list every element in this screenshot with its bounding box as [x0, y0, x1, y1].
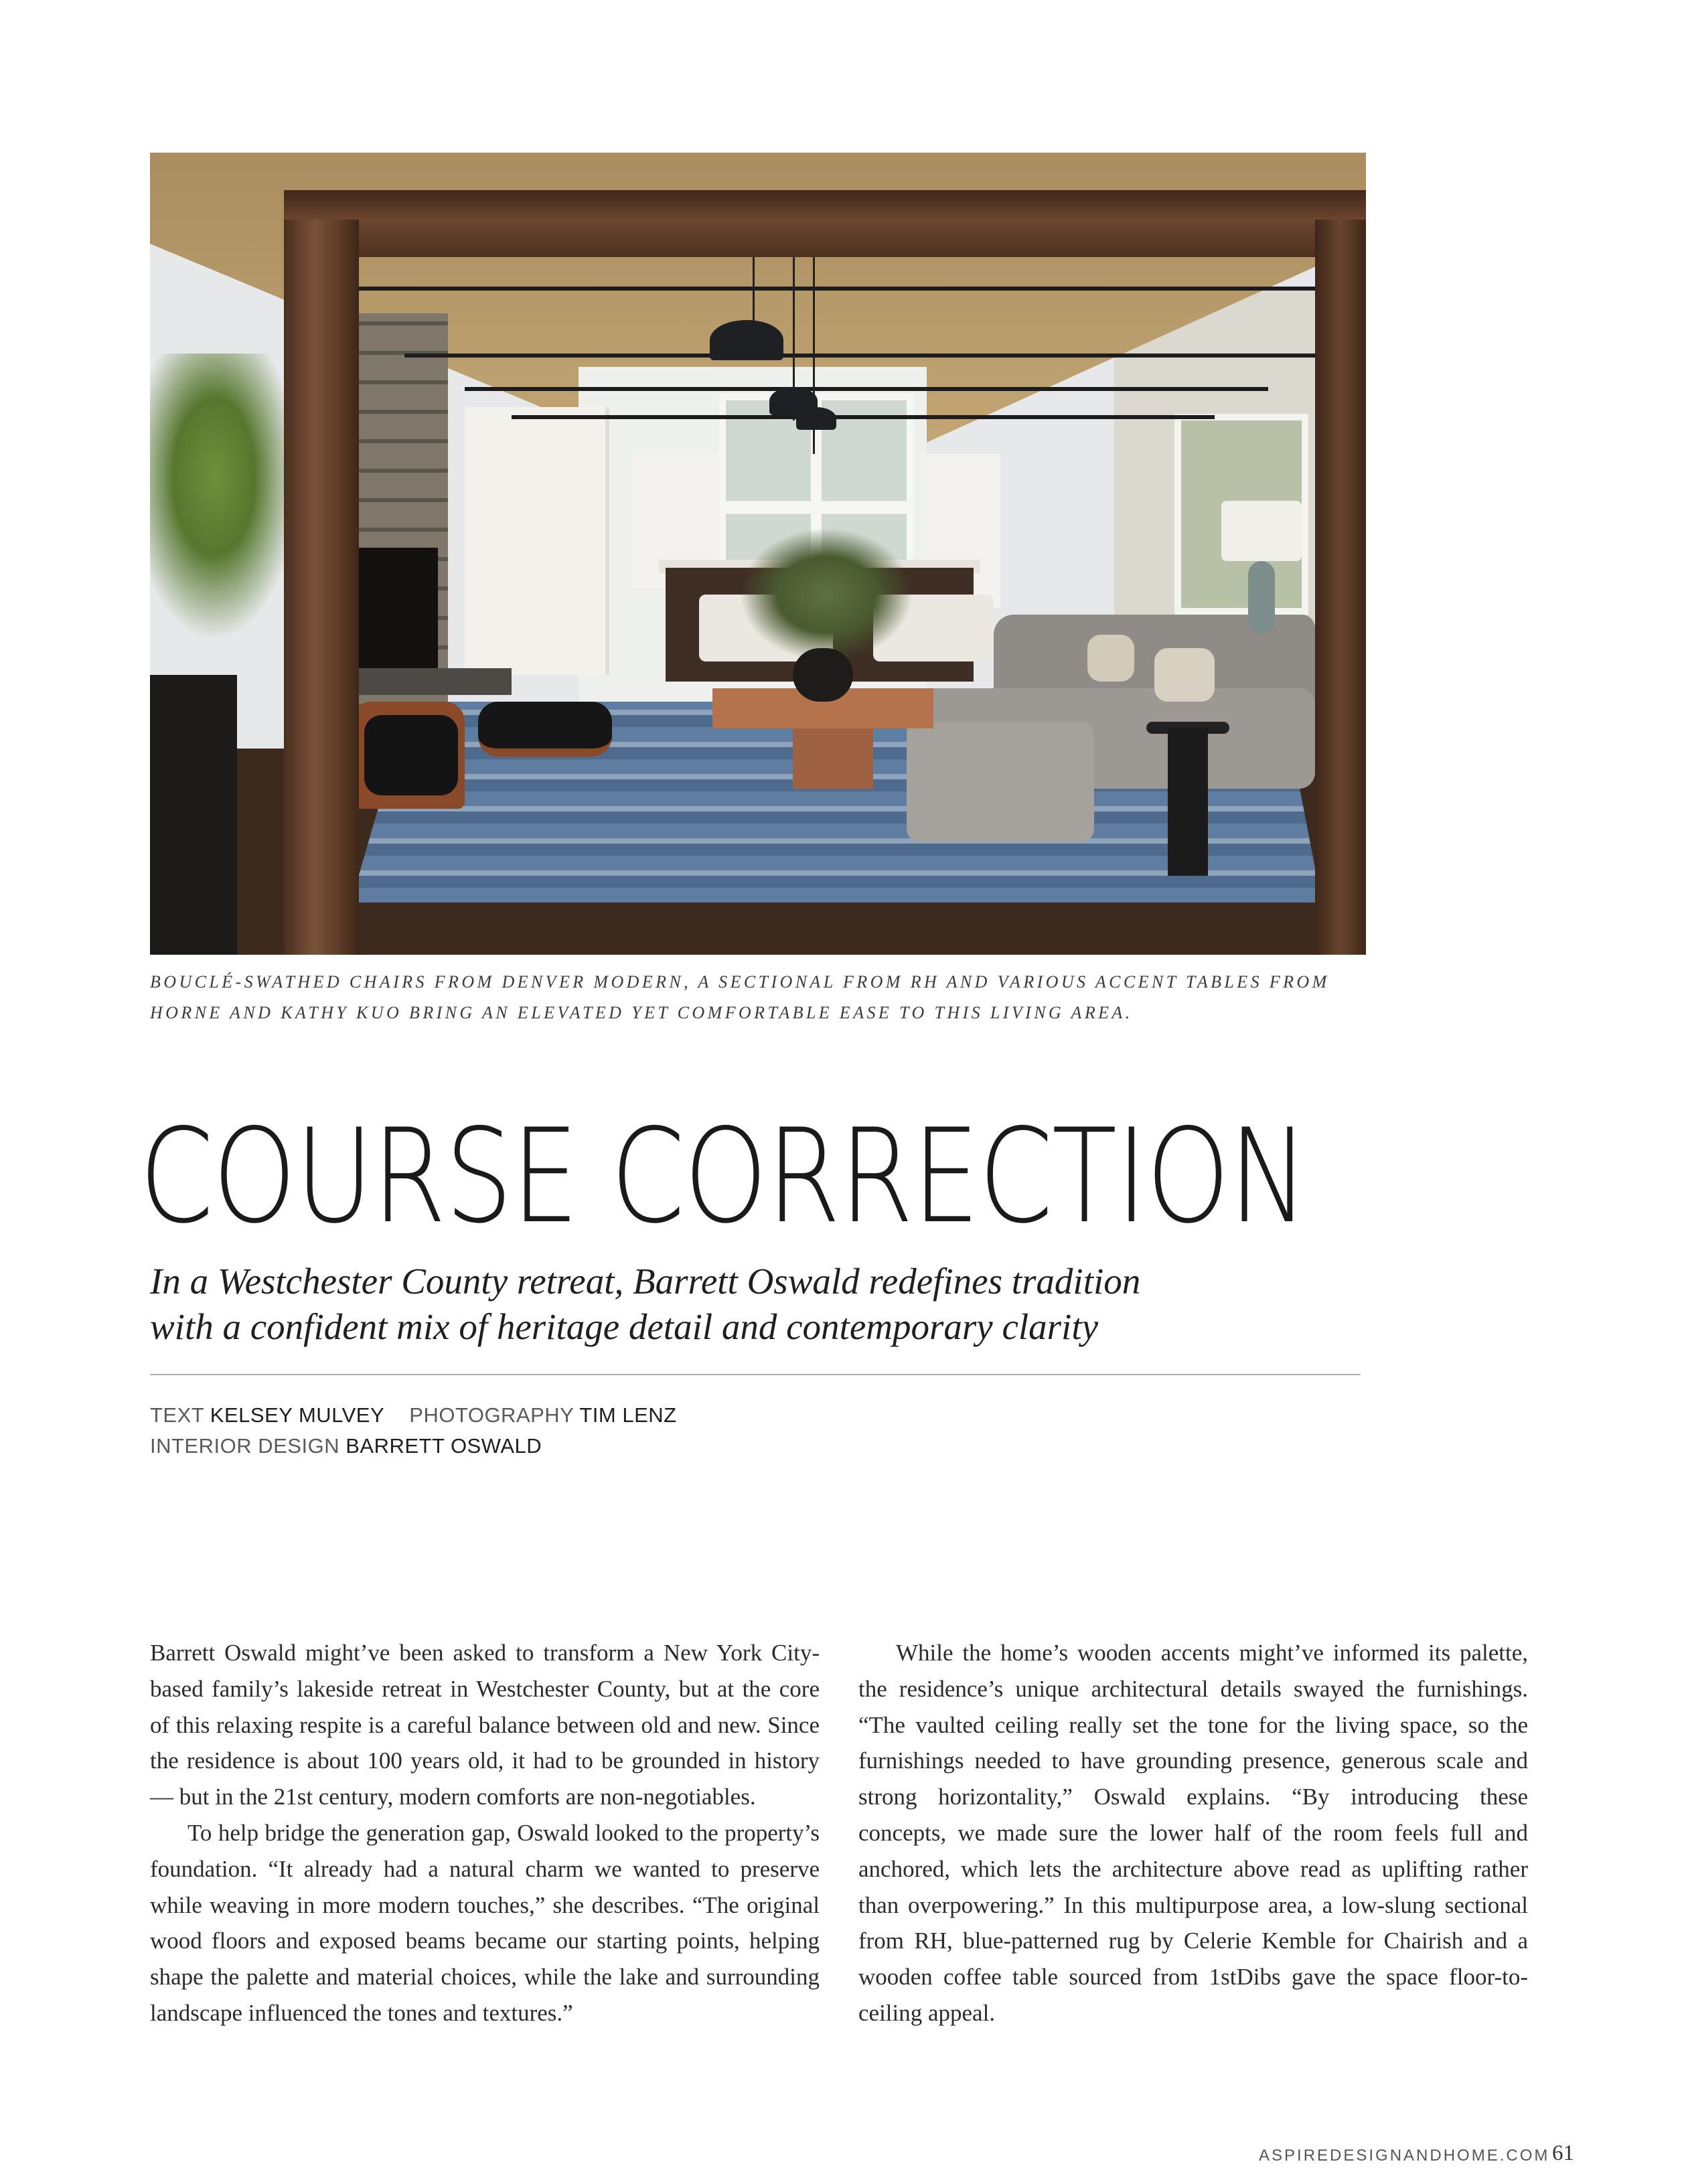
body-paragraph: To help bridge the generation gap, Oswald looked to the property’s foundation. “It already had a natural charm we wanted to preserve while weaving in more modern touches,” she describes. “The original wood floors and exposed beams became our starting points, helping shape the palette and material choices, while the lake and surrounding landscape influenced the tones and textures.” — [150, 1819, 820, 2026]
article-headline — [139, 1101, 1380, 1252]
text-credit-name: KELSEY MULVEY — [210, 1403, 385, 1427]
body-column-left — [150, 1635, 820, 2031]
article-deck — [150, 1259, 1422, 1350]
body-paragraph: While the home’s wooden accents might’ve informed its palette, the residence’s unique architectural details swayed the furnishings. “The vaulted ceiling really set the tone for the living space, so the furnishings needed to have grounding presence, generous scale and strong horizontality,” Oswald explains. “By introducing these concepts, we made sure the lower half of the room feels full and anchored, which lets the architecture above read as uplifting rather than overpowering.” In this multipurpose area, a low-slung sectional from RH, blue-patterned rug by Celerie Kemble for Chairish and a wooden coffee table sourced from 1stDibs gave the space floor-to-ceiling appeal. — [858, 1640, 1528, 2026]
body-column-right — [858, 1635, 1528, 2031]
living-room-photo — [150, 153, 1366, 955]
ottoman — [478, 702, 612, 757]
caption-line-2: HORNE AND KATHY KUO BRING AN ELEVATED YET COMFORTABLE EASE TO THIS LIVING AREA. — [150, 1003, 1133, 1022]
side-table — [1168, 728, 1208, 876]
credits-line-2 — [150, 1433, 1221, 1460]
lounge-chair — [364, 715, 458, 795]
deck-line-2: with a confident mix of heritage detail and contemporary clarity — [150, 1306, 1099, 1347]
text-credit-label: TEXT — [150, 1403, 204, 1427]
photo-credit-label: PHOTOGRAPHY — [409, 1403, 574, 1427]
photo-caption — [150, 967, 1355, 1028]
footer-website: ASPIREDESIGNANDHOME.COM — [1259, 2147, 1550, 2165]
page-number: 61 — [1552, 2141, 1574, 2165]
design-credit-label: INTERIOR DESIGN — [150, 1434, 340, 1458]
body-paragraph: Barrett Oswald might’ve been asked to transform a New York City-based family’s lakeside retreat in Westchester County, but at the core of this relaxing respite is a careful balance between old and new. Since the residence is about 100 years old, it had to be grounded in history — but in the 21st century, modern comforts are non-negotiables. — [150, 1640, 820, 1810]
credits-line-1 — [150, 1402, 1221, 1429]
deck-line-1: In a Westchester County retreat, Barrett Oswald redefines tradition — [150, 1261, 1141, 1302]
pendant-lamp — [710, 320, 783, 360]
headline-text: COURSE CORRECTION — [139, 1101, 1308, 1252]
wood-beam-right — [1315, 220, 1366, 955]
photo-credit-name: TIM LENZ — [579, 1403, 677, 1427]
wood-beam-left — [284, 220, 359, 955]
design-credit-name: BARRETT OSWALD — [346, 1434, 542, 1458]
wood-beam-top — [284, 190, 1366, 257]
caption-line-1: BOUCLÉ-SWATHED CHAIRS FROM DENVER MODERN, A SECTIONAL FROM RH AND VARIOUS ACCENT TABLES FROM — [150, 972, 1330, 992]
divider-rule — [150, 1374, 1361, 1375]
